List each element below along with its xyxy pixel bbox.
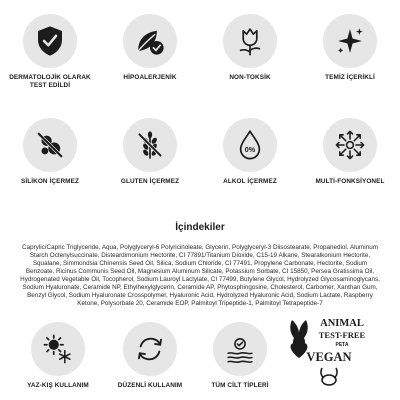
feature-alcohol-free	[200, 118, 300, 186]
vegan-line-test-free: TEST-FREE	[318, 330, 366, 340]
feature-label: NON-TOKSİK	[229, 74, 271, 81]
ingredients-heading: İçindekiler	[175, 222, 225, 233]
feature-label: DERMATOLOJİK OLARAK TEST EDİLDİ	[9, 74, 91, 89]
feature-regular-use	[100, 322, 200, 390]
peta-vegan-badge	[286, 316, 372, 390]
vegan-line-peta: PETA	[335, 342, 349, 348]
feature-label: YAZ-KIŞ KULLANIM	[27, 382, 89, 389]
feature-hypoallergenic	[100, 14, 200, 82]
feature-label: MULTİ-FONKSİYONEL	[315, 178, 385, 185]
no-gluten-icon	[133, 128, 167, 162]
feature-label: TÜM CİLT TİPLERİ	[211, 382, 269, 389]
shield-check-icon	[33, 24, 67, 58]
feature-label: SİLİKON İÇERMEZ	[21, 178, 79, 185]
skin-layers-icon	[223, 332, 257, 366]
feature-multi-functional	[300, 118, 400, 186]
vegan-line-animal: ANIMAL	[320, 318, 364, 329]
feature-non-toxic	[200, 14, 300, 82]
multi-arrows-icon	[333, 128, 367, 162]
feature-label: GLUTEN İÇERMEZ	[120, 178, 180, 185]
sun-snowflake-icon	[41, 332, 75, 366]
drop-zero-percent-icon	[233, 128, 267, 162]
feature-silicone-free	[0, 118, 100, 186]
feature-label: TEMİZ İÇERİKLİ	[325, 74, 375, 81]
tulip-icon	[233, 24, 267, 58]
no-silicone-icon	[33, 128, 67, 162]
feature-summer-winter-use	[8, 322, 108, 390]
ingredients-text: Caprylic/Capric Triglyceride, Aqua, Polyglyceryl-6 Polyricinoleate, Glycerin, Polyglyceryl-3 Diisostearate, Propanediol, Aluminum Starch Octenylsuccinate, Disteardimonium Hectorite, CI 77891/Titanium Dioxide, C15-19 Alkane, Stearalkonium Hectorite, Squalane, Simmondsia Chinensis Seed Oil, Silica, Sodium Chloride, CI 77491, Propylene Carbonate, Hectorite, Sodium Benzoate, Ricinus Communis Seed Oil, Magnesium Aluminum Silicate, Potassium Sorbate, CI 15850, Persea Gratissima Oil, Hydrogenated Vegetable Oil, Tocopherol, Sodium Lauroyl Lactylate, CI 77499, Butylene Glycol, Hydrolyzed Glycosaminoglycans, Sodium Hyaluronate, Ceramide NP, Ethylhexylglycerin, Ceramide AP, Phytosphingosine, Cholesterol, Carbomer, Xanthan Gum, Benzyl Glycol, Sodium Hyaluronate Crosspolymer, Hyaluronic Acid, Hydrolyzed Hyaluronic Acid, Sodium Lactate, Raspberry Ketone, Polysorbate 20, Ceramide EOP, Palmitoyl Tripeptide-1, Palmitoyl Tetrapeptide-7	[20, 244, 380, 307]
zero-percent-text: 0%	[244, 145, 256, 155]
bunny-face-icon	[321, 368, 337, 385]
repeat-cycle-icon	[133, 332, 167, 366]
bunny-heart-icon	[290, 320, 307, 358]
feature-label: HİPOALERJENİK	[123, 74, 177, 81]
vegan-line-vegan: VEGAN	[306, 350, 352, 364]
feature-label: DÜZENLİ KULLANIM	[117, 382, 183, 389]
feature-clean-ingredients	[300, 14, 400, 82]
feature-all-skin-types	[190, 322, 290, 390]
feature-label: ALKOL İÇERMEZ	[223, 178, 277, 185]
feature-gluten-free	[100, 118, 200, 186]
sparkle-icon	[333, 24, 367, 58]
leaves-check-icon	[133, 24, 167, 58]
feature-dermatologically-tested	[0, 14, 100, 90]
